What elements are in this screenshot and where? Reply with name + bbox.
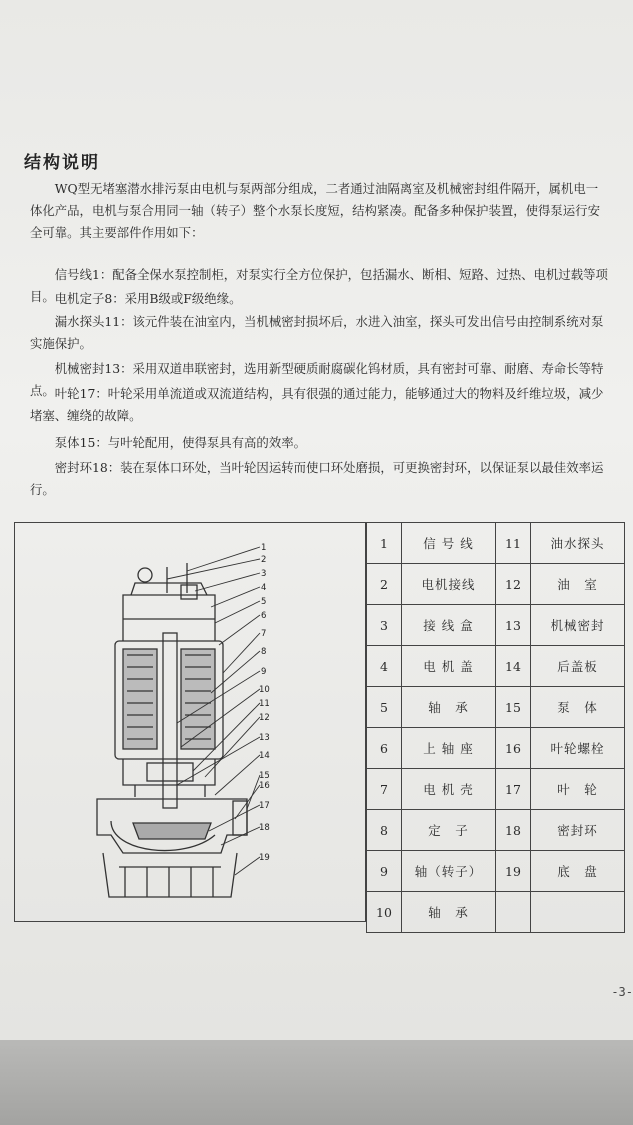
part-name: 轴 承: [402, 687, 496, 728]
fig-label-4: 4: [261, 583, 267, 593]
part-number: 14: [496, 646, 531, 687]
part-desc-text: ：该元件装在油室内，当机械密封损坏后，水进入油室，探头可发出信号由控制系统对泵实施保护。: [30, 314, 604, 351]
part-name: 后盖板: [531, 646, 625, 687]
part-desc-text: ：装在泵体口环处，当叶轮因运转而使口环处磨损，可更换密封环，以保证泵以最佳效率运行。: [30, 460, 604, 497]
table-row: [367, 564, 625, 605]
part-number: 15: [496, 687, 531, 728]
fig-label-7: 7: [261, 629, 267, 639]
part-name: 轴 承: [402, 892, 496, 933]
part-desc-pump-body: [30, 432, 608, 454]
part-desc-text: ：与叶轮配用，使得泵具有高的效率。: [95, 435, 306, 450]
part-number: 16: [496, 728, 531, 769]
table-row: [367, 892, 625, 933]
parts-table: [366, 522, 625, 933]
section-title: 结构说明: [24, 153, 100, 173]
fig-label-11: 11: [259, 699, 270, 709]
fig-label-9: 9: [261, 667, 267, 677]
fig-label-5: 5: [261, 597, 267, 607]
part-number: 4: [367, 646, 402, 687]
fig-label-17: 17: [259, 801, 270, 811]
part-number: 11: [496, 523, 531, 564]
part-number: 8: [367, 810, 402, 851]
part-desc-leak-probe: [30, 311, 608, 355]
table-row: [367, 851, 625, 892]
fig-label-13: 13: [259, 733, 270, 743]
part-number: [496, 892, 531, 933]
table-row: [367, 523, 625, 564]
base-stand: [103, 853, 237, 897]
part-number: 17: [496, 769, 531, 810]
part-desc-text: ：叶轮采用单流道或双流道结构，具有很强的通过能力，能够通过大的物料及纤维垃圾，减少堵塞、缠绕的故障。: [30, 386, 604, 423]
part-name: [531, 892, 625, 933]
part-name: 电 机 盖: [402, 646, 496, 687]
part-desc-text: ：采用双道串联密封，选用新型硬质耐腐碳化钨材质，具有密封可靠、耐磨、寿命长等特点。: [30, 361, 604, 398]
part-name: 密封环: [531, 810, 625, 851]
part-number: 5: [367, 687, 402, 728]
table-row: [367, 728, 625, 769]
part-name: 油 室: [531, 564, 625, 605]
part-number: 7: [367, 769, 402, 810]
fig-label-14: 14: [259, 751, 270, 761]
part-number: 10: [367, 892, 402, 933]
part-desc-impeller: [30, 383, 608, 427]
part-name: 接 线 盒: [402, 605, 496, 646]
fig-label-8: 8: [261, 647, 267, 657]
page-number: -3-: [611, 985, 633, 999]
part-number: 19: [496, 851, 531, 892]
part-name: 叶轮螺栓: [531, 728, 625, 769]
fig-label-19: 19: [259, 853, 270, 863]
background-surface: [0, 1040, 633, 1125]
part-desc-label: 漏水探头11: [54, 314, 121, 329]
part-desc-label: 信号线1: [54, 267, 100, 282]
part-desc-label: 叶轮17: [54, 386, 96, 401]
part-name: 电 机 壳: [402, 769, 496, 810]
part-name: 油水探头: [531, 523, 625, 564]
fig-label-18: 18: [259, 823, 270, 833]
fig-label-3: 3: [261, 569, 267, 579]
intro-paragraph: WQ型无堵塞潜水排污泵由电机与泵两部分组成，二者通过油隔离室及机械密封组件隔开，属机电一体化产品，电机与泵合用同一轴（转子）整个水泵长度短，结构紧凑。配备多种保护装置，使得泵运行安全可靠。其主要部件作用如下：: [30, 181, 600, 240]
part-name: 泵 体: [531, 687, 625, 728]
part-name: 底 盘: [531, 851, 625, 892]
fig-label-1: 1: [261, 543, 267, 553]
part-number: 3: [367, 605, 402, 646]
pump-cross-section-figure: [14, 522, 366, 922]
part-desc-label: 泵体15: [54, 435, 96, 450]
table-row: [367, 646, 625, 687]
part-desc-stator: [30, 288, 608, 310]
part-name: 电机接线: [402, 564, 496, 605]
fig-label-16: 16: [259, 781, 270, 791]
table-row: [367, 687, 625, 728]
part-name: 叶 轮: [531, 769, 625, 810]
part-number: 12: [496, 564, 531, 605]
part-number: 2: [367, 564, 402, 605]
part-number: 9: [367, 851, 402, 892]
fig-label-10: 10: [259, 685, 270, 695]
part-name: 机械密封: [531, 605, 625, 646]
table-row: [367, 810, 625, 851]
part-name: 上 轴 座: [402, 728, 496, 769]
part-number: 1: [367, 523, 402, 564]
part-number: 13: [496, 605, 531, 646]
part-name: 定 子: [402, 810, 496, 851]
fig-label-2: 2: [261, 555, 267, 565]
part-name: 信 号 线: [402, 523, 496, 564]
table-row: [367, 605, 625, 646]
part-desc-seal-ring: [30, 457, 608, 501]
table-row: [367, 769, 625, 810]
fig-label-15: 15: [259, 771, 270, 781]
part-number: 6: [367, 728, 402, 769]
pump-drawing: [15, 523, 367, 923]
fig-label-12: 12: [259, 713, 270, 723]
part-desc-text: ：配备全保水泵控制柜，对泵实行全方位保护，包括漏水、断相、短路、过热、电机过载等项目。: [30, 267, 608, 304]
part-name: 轴（转子）: [402, 851, 496, 892]
lifting-eye: [138, 568, 152, 582]
part-desc-label: 机械密封13: [54, 361, 121, 376]
part-desc-label: 密封环18: [54, 460, 108, 475]
part-desc-text: ：采用B级或F级绝缘。: [112, 291, 242, 306]
shaft: [163, 633, 177, 808]
fig-label-6: 6: [261, 611, 267, 621]
part-number: 18: [496, 810, 531, 851]
part-desc-label: 电机定子8: [54, 291, 113, 306]
